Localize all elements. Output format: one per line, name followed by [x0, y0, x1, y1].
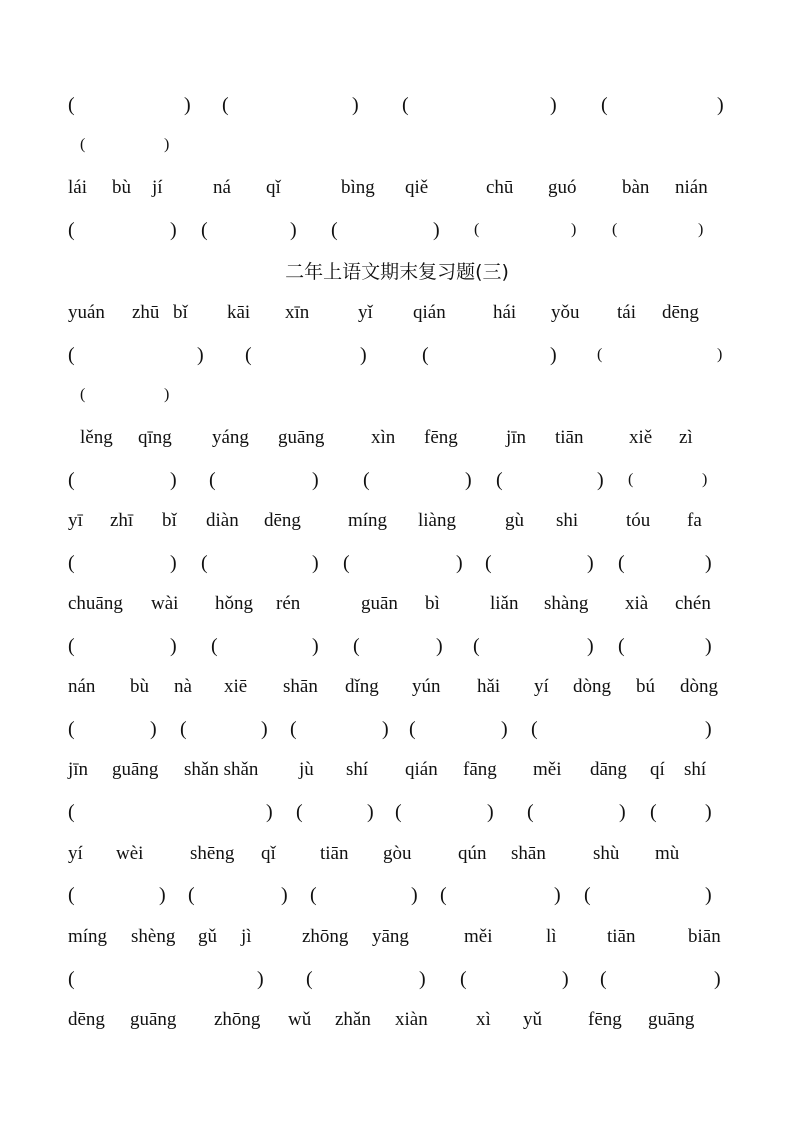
answer-blank-close[interactable]: ) — [281, 884, 288, 906]
answer-blank-close[interactable]: ) — [312, 635, 319, 657]
pinyin-word: yí — [534, 676, 549, 697]
pinyin-word: xià — [625, 593, 649, 614]
pinyin-word: chén — [675, 593, 711, 614]
pinyin-word: bàn — [622, 177, 650, 198]
answer-blank-open[interactable]: ( — [343, 552, 350, 574]
answer-blank-close[interactable]: ) — [261, 718, 268, 740]
answer-blank-close[interactable]: ) — [170, 552, 177, 574]
answer-blank-close[interactable]: ) — [411, 884, 418, 906]
answer-blank-close[interactable]: ) — [619, 801, 626, 823]
answer-blank-close[interactable]: ) — [266, 801, 273, 823]
answer-blank-open[interactable]: ( — [409, 718, 416, 740]
answer-row — [0, 130, 794, 160]
pinyin-row — [0, 423, 794, 453]
answer-blank-open[interactable]: ( — [363, 469, 370, 491]
pinyin-word: shān — [511, 843, 546, 864]
pinyin-word: bù — [130, 676, 149, 697]
pinyin-word: guān — [361, 593, 398, 614]
answer-row — [0, 215, 794, 245]
answer-blank-open[interactable]: ( — [628, 471, 634, 488]
answer-blank-open[interactable]: ( — [496, 469, 503, 491]
answer-blank-open[interactable]: ( — [331, 219, 338, 241]
answer-blank-close[interactable]: ) — [705, 884, 712, 906]
pinyin-word: guāng — [278, 427, 325, 448]
pinyin-word: měi — [464, 926, 493, 947]
answer-row — [0, 631, 794, 661]
pinyin-word: nián — [675, 177, 708, 198]
pinyin-word: bú — [636, 676, 655, 697]
answer-blank-close[interactable]: ) — [352, 94, 359, 116]
answer-blank-close[interactable]: ) — [257, 968, 264, 990]
pinyin-word: rén — [276, 593, 301, 614]
answer-blank-open[interactable]: ( — [209, 469, 216, 491]
pinyin-word: yāng — [372, 926, 409, 947]
pinyin-word: zhū — [132, 302, 160, 323]
pinyin-word: zhī — [110, 510, 134, 531]
answer-blank-close[interactable]: ) — [159, 884, 166, 906]
pinyin-word: shān — [283, 676, 318, 697]
pinyin-word: dǐng — [345, 676, 379, 697]
pinyin-word: guāng — [112, 759, 159, 780]
answer-blank-open[interactable]: ( — [222, 94, 229, 116]
pinyin-word: gòu — [383, 843, 412, 864]
answer-blank-close[interactable]: ) — [550, 94, 557, 116]
answer-blank-open[interactable]: ( — [201, 552, 208, 574]
pinyin-word: mù — [655, 843, 680, 864]
answer-blank-open[interactable]: ( — [584, 884, 591, 906]
pinyin-word: yǐ — [358, 302, 373, 323]
answer-blank-close[interactable]: ) — [698, 221, 704, 238]
pinyin-word: qí — [650, 759, 665, 780]
pinyin-word: hái — [493, 302, 517, 323]
answer-blank-open[interactable]: ( — [188, 884, 195, 906]
answer-blank-close[interactable]: ) — [150, 718, 157, 740]
answer-blank-close[interactable]: ) — [456, 552, 463, 574]
answer-blank-open[interactable]: ( — [474, 221, 480, 238]
pinyin-word: bǐ — [162, 510, 177, 531]
answer-blank-open[interactable]: ( — [597, 346, 603, 363]
pinyin-word: fēng — [588, 1009, 622, 1030]
answer-blank-open[interactable]: ( — [68, 968, 75, 990]
pinyin-word: jīn — [506, 427, 527, 448]
answer-row — [0, 90, 794, 120]
answer-blank-close[interactable]: ) — [714, 968, 721, 990]
pinyin-word: dòng — [680, 676, 718, 697]
pinyin-word: shàng — [544, 593, 589, 614]
answer-blank-open[interactable]: ( — [290, 718, 297, 740]
pinyin-word: liǎn — [490, 593, 519, 614]
answer-blank-close[interactable]: ) — [290, 219, 297, 241]
pinyin-word: jí — [152, 177, 163, 198]
pinyin-word: kāi — [227, 302, 251, 323]
pinyin-word: guāng — [130, 1009, 177, 1030]
pinyin-word: qīng — [138, 427, 172, 448]
pinyin-word: lěng — [80, 427, 113, 448]
answer-blank-close[interactable]: ) — [382, 718, 389, 740]
pinyin-word: wèi — [116, 843, 144, 864]
pinyin-word: wài — [151, 593, 179, 614]
pinyin-word: hǎi — [477, 676, 501, 697]
answer-blank-open[interactable]: ( — [527, 801, 534, 823]
answer-blank-open[interactable]: ( — [353, 635, 360, 657]
pinyin-word: lái — [68, 177, 87, 198]
pinyin-word: fa — [687, 510, 702, 531]
pinyin-word: qǐ — [266, 177, 281, 198]
answer-blank-close[interactable]: ) — [312, 469, 319, 491]
answer-blank-close[interactable]: ) — [717, 346, 723, 363]
pinyin-word: yǔ — [523, 1009, 542, 1030]
pinyin-word: zì — [679, 427, 693, 448]
answer-blank-open[interactable]: ( — [180, 718, 187, 740]
pinyin-row — [0, 506, 794, 536]
answer-blank-open[interactable]: ( — [80, 136, 86, 153]
pinyin-row — [0, 173, 794, 203]
pinyin-word: yuán — [68, 302, 105, 323]
answer-blank-open[interactable]: ( — [68, 552, 75, 574]
pinyin-word: míng — [68, 926, 108, 947]
pinyin-word: nà — [174, 676, 192, 697]
pinyin-row — [0, 589, 794, 619]
pinyin-word: xiě — [629, 427, 653, 448]
pinyin-word: xì — [476, 1009, 491, 1030]
pinyin-word: tái — [617, 302, 636, 323]
pinyin-word: lì — [546, 926, 557, 947]
pinyin-word: zhōng — [302, 926, 349, 947]
pinyin-word: gǔ — [198, 926, 217, 947]
pinyin-word: dēng — [264, 510, 301, 531]
pinyin-word: tiān — [555, 427, 584, 448]
answer-blank-close[interactable]: ) — [170, 219, 177, 241]
pinyin-word: qǐ — [261, 843, 276, 864]
answer-blank-close[interactable]: ) — [550, 344, 557, 366]
answer-blank-open[interactable]: ( — [460, 968, 467, 990]
pinyin-word: bù — [112, 177, 131, 198]
pinyin-word: bìng — [341, 177, 375, 198]
answer-blank-open[interactable]: ( — [612, 221, 618, 238]
pinyin-word: wǔ — [288, 1009, 312, 1030]
pinyin-word: tiān — [320, 843, 349, 864]
pinyin-word: biān — [688, 926, 721, 947]
answer-blank-close[interactable]: ) — [597, 469, 604, 491]
answer-blank-open[interactable]: ( — [395, 801, 402, 823]
pinyin-word: shí — [346, 759, 369, 780]
pinyin-word: yáng — [212, 427, 249, 448]
answer-blank-close[interactable]: ) — [164, 386, 170, 403]
answer-blank-close[interactable]: ) — [367, 801, 374, 823]
pinyin-word: shi — [556, 510, 579, 531]
pinyin-word: dēng — [662, 302, 699, 323]
answer-blank-open[interactable]: ( — [402, 94, 409, 116]
worksheet-title: 二年上语文期末复习题(三) — [285, 261, 509, 283]
answer-blank-close[interactable]: ) — [360, 344, 367, 366]
answer-blank-close[interactable]: ) — [164, 136, 170, 153]
pinyin-word: xìn — [371, 427, 396, 448]
answer-blank-close[interactable]: ) — [433, 219, 440, 241]
pinyin-word: yī — [68, 510, 83, 531]
pinyin-word: chū — [486, 177, 514, 198]
pinyin-row — [0, 672, 794, 702]
pinyin-word: jīn — [68, 759, 89, 780]
pinyin-word: nán — [68, 676, 96, 697]
answer-blank-close[interactable]: ) — [571, 221, 577, 238]
answer-blank-open[interactable]: ( — [201, 219, 208, 241]
pinyin-word: yún — [412, 676, 441, 697]
answer-blank-open[interactable]: ( — [80, 386, 86, 403]
pinyin-word: yí — [68, 843, 83, 864]
pinyin-word: zhǎn — [335, 1009, 371, 1030]
answer-blank-open[interactable]: ( — [422, 344, 429, 366]
pinyin-row — [0, 922, 794, 952]
pinyin-word: xiē — [224, 676, 248, 697]
answer-blank-close[interactable]: ) — [170, 635, 177, 657]
answer-blank-close[interactable]: ) — [705, 718, 712, 740]
answer-blank-close[interactable]: ) — [487, 801, 494, 823]
answer-blank-open[interactable]: ( — [68, 635, 75, 657]
pinyin-word: tóu — [626, 510, 651, 531]
answer-blank-open[interactable]: ( — [245, 344, 252, 366]
answer-blank-open[interactable]: ( — [68, 718, 75, 740]
pinyin-word: qián — [405, 759, 438, 780]
answer-blank-open[interactable]: ( — [68, 344, 75, 366]
answer-blank-open[interactable]: ( — [68, 801, 75, 823]
answer-row — [0, 380, 794, 410]
answer-row — [0, 714, 794, 744]
answer-row — [0, 548, 794, 578]
pinyin-word: liàng — [418, 510, 456, 531]
answer-blank-open[interactable]: ( — [473, 635, 480, 657]
answer-blank-open[interactable]: ( — [440, 884, 447, 906]
pinyin-word: zhōng — [214, 1009, 261, 1030]
answer-row — [0, 964, 794, 994]
pinyin-word: diàn — [206, 510, 239, 531]
pinyin-word: míng — [348, 510, 388, 531]
pinyin-word: shēng — [190, 843, 235, 864]
answer-blank-close[interactable]: ) — [312, 552, 319, 574]
answer-blank-close[interactable]: ) — [705, 801, 712, 823]
pinyin-word: dāng — [590, 759, 627, 780]
answer-blank-close[interactable]: ) — [419, 968, 426, 990]
answer-row — [0, 797, 794, 827]
answer-blank-close[interactable]: ) — [465, 469, 472, 491]
answer-row — [0, 465, 794, 495]
pinyin-word: shù — [593, 843, 620, 864]
answer-blank-close[interactable]: ) — [702, 471, 708, 488]
pinyin-word: xīn — [285, 302, 310, 323]
pinyin-word: tiān — [607, 926, 636, 947]
answer-blank-open[interactable]: ( — [306, 968, 313, 990]
answer-blank-close[interactable]: ) — [587, 552, 594, 574]
pinyin-word: jì — [241, 926, 252, 947]
answer-blank-close[interactable]: ) — [705, 552, 712, 574]
answer-blank-close[interactable]: ) — [587, 635, 594, 657]
answer-blank-close[interactable]: ) — [170, 469, 177, 491]
answer-blank-close[interactable]: ) — [184, 94, 191, 116]
pinyin-word: bì — [425, 593, 440, 614]
pinyin-word: guó — [548, 177, 577, 198]
answer-blank-open[interactable]: ( — [211, 635, 218, 657]
answer-blank-open[interactable]: ( — [485, 552, 492, 574]
pinyin-word: gù — [505, 510, 524, 531]
answer-blank-close[interactable]: ) — [717, 94, 724, 116]
pinyin-word: dēng — [68, 1009, 105, 1030]
pinyin-word: shèng — [131, 926, 176, 947]
pinyin-row — [0, 1005, 794, 1035]
answer-blank-close[interactable]: ) — [436, 635, 443, 657]
answer-row — [0, 340, 794, 370]
pinyin-word: shí — [684, 759, 707, 780]
pinyin-word: qián — [413, 302, 446, 323]
answer-blank-open[interactable]: ( — [601, 94, 608, 116]
answer-blank-close[interactable]: ) — [197, 344, 204, 366]
pinyin-word: yǒu — [551, 302, 580, 323]
pinyin-row — [0, 755, 794, 785]
answer-blank-open[interactable]: ( — [296, 801, 303, 823]
answer-blank-open[interactable]: ( — [68, 219, 75, 241]
pinyin-word: fāng — [463, 759, 497, 780]
pinyin-word: dòng — [573, 676, 611, 697]
pinyin-word: jù — [299, 759, 314, 780]
answer-blank-close[interactable]: ) — [554, 884, 561, 906]
pinyin-word: shǎn shǎn — [184, 759, 259, 780]
pinyin-word: qún — [458, 843, 487, 864]
answer-blank-open[interactable]: ( — [618, 635, 625, 657]
answer-blank-close[interactable]: ) — [705, 635, 712, 657]
answer-blank-open[interactable]: ( — [531, 718, 538, 740]
answer-blank-open[interactable]: ( — [68, 94, 75, 116]
pinyin-word: xiàn — [395, 1009, 428, 1030]
pinyin-word: hǒng — [215, 593, 253, 614]
pinyin-word: měi — [533, 759, 562, 780]
answer-blank-close[interactable]: ) — [501, 718, 508, 740]
answer-blank-open[interactable]: ( — [68, 469, 75, 491]
pinyin-word: chuāng — [68, 593, 123, 614]
answer-blank-open[interactable]: ( — [650, 801, 657, 823]
answer-blank-close[interactable]: ) — [562, 968, 569, 990]
pinyin-word: bǐ — [173, 302, 188, 323]
answer-blank-open[interactable]: ( — [310, 884, 317, 906]
pinyin-word: guāng — [648, 1009, 695, 1030]
pinyin-row — [0, 839, 794, 869]
answer-blank-open[interactable]: ( — [68, 884, 75, 906]
pinyin-word: qiě — [405, 177, 429, 198]
answer-blank-open[interactable]: ( — [618, 552, 625, 574]
pinyin-row — [0, 298, 794, 328]
pinyin-word: ná — [213, 177, 231, 198]
answer-blank-open[interactable]: ( — [600, 968, 607, 990]
pinyin-word: fēng — [424, 427, 458, 448]
answer-row — [0, 880, 794, 910]
